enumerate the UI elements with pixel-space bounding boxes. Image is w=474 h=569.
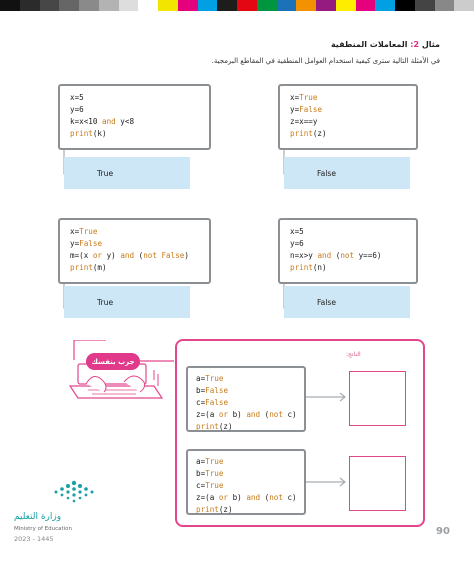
color-swatch <box>237 0 257 11</box>
code-line <box>196 373 296 385</box>
code-token: (z) <box>218 422 233 431</box>
code-keyword: print <box>70 263 93 272</box>
code-token: (z) <box>218 505 233 514</box>
ministry-name-english: Ministry of Education <box>14 526 73 532</box>
code-line <box>290 128 406 140</box>
example-3-code <box>70 226 199 274</box>
code-keyword: True <box>79 227 98 236</box>
exercise-1-arrow-icon <box>306 392 348 402</box>
code-token: (z) <box>312 129 327 138</box>
color-swatch <box>138 0 158 11</box>
code-keyword: True <box>205 457 224 466</box>
code-keyword: not <box>269 493 283 502</box>
code-keyword: or <box>218 493 229 502</box>
code-keyword: True <box>205 469 224 478</box>
color-swatch <box>296 0 316 11</box>
code-line <box>70 116 199 128</box>
example-1-result: True <box>64 157 190 189</box>
code-keyword: and <box>317 251 332 260</box>
page-heading <box>331 40 440 49</box>
code-token: ( <box>134 251 144 260</box>
ministry-logo-icon <box>14 477 134 511</box>
code-token: z=(a <box>196 493 219 502</box>
code-token: m=(x <box>70 251 93 260</box>
code-keyword: print <box>70 129 93 138</box>
code-keyword: False <box>161 251 185 260</box>
exercise-1-answer-box[interactable] <box>349 371 406 426</box>
code-line <box>70 128 199 140</box>
code-keyword: not <box>340 251 355 260</box>
try-yourself-button[interactable]: جرب بنفسك <box>86 353 140 370</box>
code-token: n=x>y <box>290 251 318 260</box>
code-token: c) <box>282 410 297 419</box>
code-token: x= <box>290 93 300 102</box>
code-line <box>196 492 296 504</box>
code-token: b) <box>228 493 247 502</box>
code-keyword: False <box>79 239 103 248</box>
code-line <box>290 92 406 104</box>
code-token: (n) <box>312 263 327 272</box>
exercise-1-code-box <box>186 366 306 432</box>
code-token: b= <box>196 469 206 478</box>
code-token: x=5 <box>290 227 304 236</box>
color-swatch <box>217 0 237 11</box>
code-token: y= <box>290 105 300 114</box>
code-line <box>196 421 296 433</box>
code-keyword: print <box>290 263 313 272</box>
code-keyword: False <box>299 105 323 114</box>
code-keyword: and <box>120 251 135 260</box>
code-token: (m) <box>92 263 107 272</box>
code-keyword: print <box>196 422 219 431</box>
example-4-code <box>290 226 406 274</box>
example-1-code-box <box>58 84 211 150</box>
color-swatch <box>277 0 297 11</box>
example-3-code-box <box>58 218 211 284</box>
example-2-code <box>290 92 406 140</box>
code-line <box>290 262 406 274</box>
code-token: a= <box>196 374 206 383</box>
exercise-result-label: الناتج: <box>346 351 361 358</box>
code-line <box>196 456 296 468</box>
code-token: y= <box>70 239 80 248</box>
code-line <box>70 262 199 274</box>
code-line <box>70 226 199 238</box>
code-token: ( <box>260 410 270 419</box>
example-3-result: True <box>64 286 190 318</box>
code-keyword: and <box>102 117 116 126</box>
color-swatch <box>59 0 79 11</box>
exercise-2-arrow-icon <box>306 477 348 487</box>
exercise-2-code-box <box>186 449 306 515</box>
code-keyword: print <box>290 129 313 138</box>
color-swatch <box>375 0 395 11</box>
edition-year: 2023 - 1445 <box>14 535 54 543</box>
color-swatch <box>158 0 178 11</box>
code-keyword: False <box>205 398 229 407</box>
color-swatch <box>336 0 356 11</box>
code-line <box>196 409 296 421</box>
code-line <box>290 250 406 262</box>
connector-icon <box>140 356 176 366</box>
code-keyword: and <box>246 493 261 502</box>
color-swatch <box>79 0 99 11</box>
code-token: c= <box>196 398 206 407</box>
code-line <box>196 397 296 409</box>
example-1-code <box>70 92 199 140</box>
code-keyword: print <box>196 505 219 514</box>
code-token: y==6) <box>354 251 382 260</box>
code-line <box>196 504 296 516</box>
code-token: z=x==y <box>290 117 318 126</box>
code-token: a= <box>196 457 206 466</box>
color-calibration-strip <box>0 0 474 11</box>
code-token: y<8 <box>115 117 135 126</box>
code-line <box>70 238 199 250</box>
code-keyword: True <box>205 481 224 490</box>
color-swatch <box>40 0 60 11</box>
exercise-2-answer-box[interactable] <box>349 456 406 511</box>
code-line <box>70 250 199 262</box>
code-token: ) <box>184 251 189 260</box>
laptop-typing-icon <box>66 340 166 410</box>
code-line <box>290 104 406 116</box>
code-keyword: or <box>218 410 229 419</box>
example-2-code-box <box>278 84 418 150</box>
color-swatch <box>454 0 474 11</box>
color-swatch <box>0 0 20 11</box>
code-keyword: True <box>299 93 318 102</box>
code-token: k=x<10 <box>70 117 103 126</box>
exercise-1-code <box>196 373 296 433</box>
code-token: b= <box>196 386 206 395</box>
code-keyword: not <box>269 410 283 419</box>
code-keyword: not <box>143 251 157 260</box>
color-swatch <box>316 0 336 11</box>
color-swatch <box>99 0 119 11</box>
example-2-result: False <box>284 157 410 189</box>
code-token: b) <box>228 410 247 419</box>
code-token: ( <box>260 493 270 502</box>
code-token: y) <box>102 251 121 260</box>
color-swatch <box>257 0 277 11</box>
color-swatch <box>435 0 455 11</box>
heading-number: 2: <box>410 40 420 49</box>
code-token: c= <box>196 481 206 490</box>
code-keyword: False <box>205 386 229 395</box>
code-token: y=6 <box>70 105 84 114</box>
color-swatch <box>119 0 139 11</box>
ministry-name-arabic: وزارة التعليم <box>14 512 62 522</box>
heading-prefix: مثال <box>419 40 440 49</box>
code-line <box>70 92 199 104</box>
code-line <box>290 226 406 238</box>
example-4-code-box <box>278 218 418 284</box>
page-number: 90 <box>436 526 450 537</box>
code-token: x=5 <box>70 93 84 102</box>
color-swatch <box>178 0 198 11</box>
color-swatch <box>395 0 415 11</box>
code-token: (k) <box>92 129 107 138</box>
code-keyword: and <box>246 410 261 419</box>
code-token: ( <box>331 251 341 260</box>
intro-text: في الأمثلة التالية سترى كيفية استخدام العوامل المنطقية في المقاطع البرمجية. <box>211 57 440 65</box>
code-token: y=6 <box>290 239 304 248</box>
code-token: z=(a <box>196 410 219 419</box>
code-token: c) <box>282 493 297 502</box>
heading-title: المعاملات المنطقية <box>330 40 411 49</box>
code-token: x= <box>70 227 80 236</box>
example-4-result: False <box>284 286 410 318</box>
code-line <box>196 468 296 480</box>
code-line <box>290 238 406 250</box>
color-swatch <box>20 0 40 11</box>
code-line <box>290 116 406 128</box>
code-keyword: True <box>205 374 224 383</box>
code-line <box>196 385 296 397</box>
color-swatch <box>415 0 435 11</box>
code-line <box>70 104 199 116</box>
color-swatch <box>356 0 376 11</box>
code-line <box>196 480 296 492</box>
color-swatch <box>198 0 218 11</box>
exercise-2-code <box>196 456 296 516</box>
code-keyword: or <box>92 251 103 260</box>
